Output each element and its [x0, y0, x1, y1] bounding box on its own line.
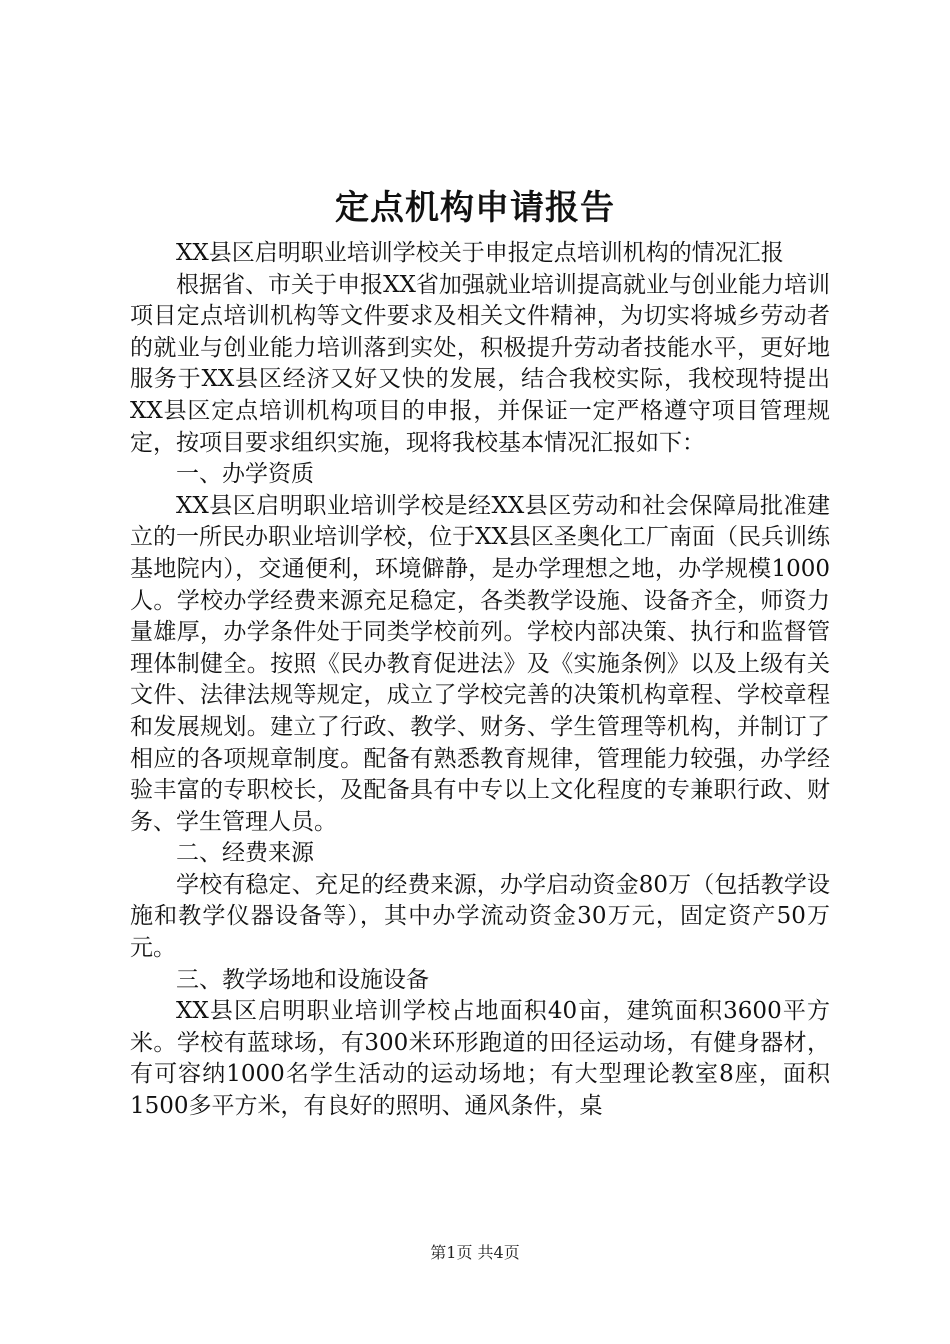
page-number-footer: 第1页 共4页 [430, 1243, 520, 1262]
section-heading-facilities: 三、教学场地和设施设备 [176, 966, 429, 993]
section-heading-qualification: 一、办学资质 [176, 461, 314, 488]
document-body [130, 238, 830, 1123]
section-text-facilities: XX县区启明职业培训学校占地面积40亩，建筑面积3600平方米。学校有蓝球场，有300米环形跑道的田径运动场，有健身器材，有可容纳1000名学生活动的运动场地；有大型理论教室8座，面积1500多平方米，有良好的照明、通风条件，桌 [130, 998, 830, 1120]
section-text-funding: 学校有稳定、充足的经费来源，办学启动资金80万（包括教学设施和教学仪器设备等），其中办学流动资金30万元，固定资产50万元。 [130, 871, 830, 962]
section-text-qualification: XX县区启明职业培训学校是经XX县区劳动和社会保障局批准建立的一所民办职业培训学校，位于XX县区圣奥化工厂南面（民兵训练基地院内），交通便利，环境僻静，是办学理想之地，办学规模1000人。学校办学经费来源充足稳定，各类教学设施、设备齐全，师资力量雄厚，办学条件处于同类学校前列。学校内部决策、执行和监督管理体制健全。按照《民办教育促进法》及《实施条例》以及上级有关文件、法律法规等规定，成立了学校完善的决策机构章程、学校章程和发展规划。建立了行政、教学、财务、学生管理等机构，并制订了相应的各项规章制度。配备有熟悉教育规律，管理能力较强，办学经验丰富的专职校长，及配备具有中专以上文化程度的专兼职行政、财务、学生管理人员。 [130, 492, 830, 835]
report-subtitle: XX县区启明职业培训学校关于申报定点培训机构的情况汇报 [176, 240, 784, 266]
intro-paragraph: 根据省、市关于申报XX省加强就业培训提高就业与创业能力培训项目定点培训机构等文件要求及相关文件精神，为切实将城乡劳动者的就业与创业能力培训落到实处，积极提升劳动者技能水平，更好地服务于XX县区经济又好又快的发展，结合我校实际，我校现特提出XX县区定点培训机构项目的申报，并保证一定严格遵守项目管理规定，按项目要求组织实施，现将我校基本情况汇报如下： [130, 271, 830, 456]
page-title: 定点机构申请报告 [335, 188, 615, 228]
section-heading-funding: 二、经费来源 [176, 840, 314, 867]
